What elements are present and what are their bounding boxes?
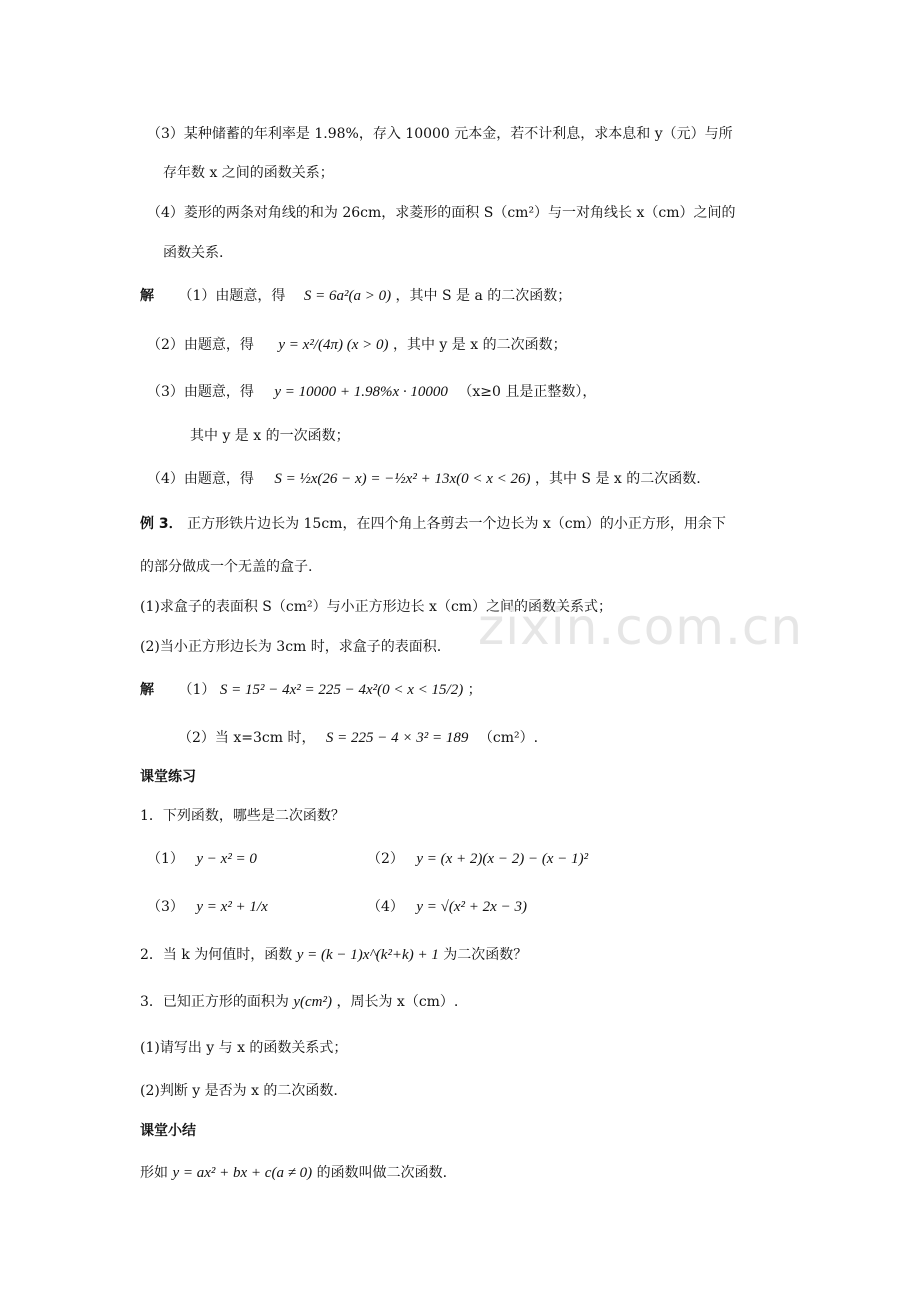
solution-3-suffix: （x≥0 且是正整数），	[458, 384, 597, 400]
solution-4-suffix: ，其中 S 是 x 的二次函数.	[534, 471, 701, 487]
item-3-formula: y = x² + 1/x	[196, 899, 268, 915]
solution-2-formula: y = x²/(4π) (x > 0)	[278, 337, 389, 353]
question-2-formula: y = (k − 1)x^(k²+k) + 1	[296, 947, 439, 963]
question-2-prefix: 2．当 k 为何值时，函数	[140, 947, 293, 963]
summary-prefix: 形如	[140, 1165, 168, 1181]
practice-q1-item-1	[147, 849, 257, 869]
example-3-label: 例 3．	[140, 516, 183, 532]
practice-question-2	[140, 945, 527, 965]
watermark: zixin.com.cn	[478, 598, 804, 656]
item-2-formula: y = (x + 2)(x − 2) − (x − 1)²	[416, 851, 589, 867]
example-3-solution-2-formula: S = 225 − 4 × 3² = 189	[325, 730, 469, 746]
item-4-number: （4）	[367, 899, 404, 915]
item-1-formula: y − x² = 0	[196, 851, 257, 867]
item-4-formula: y = √(x² + 2x − 3)	[416, 899, 527, 915]
question-3-suffix: ，周长为 x（cm）.	[336, 994, 459, 1010]
solution-3-row	[147, 382, 596, 402]
item-1-number: （1）	[147, 851, 184, 867]
solution-3-prefix: （3）由题意，得	[147, 384, 254, 400]
solution-2-row	[147, 335, 567, 355]
example-3-question-1: (1)求盒子的表面积 S（cm²）与小正方形边长 x（cm）之间的函数关系式；	[140, 599, 613, 615]
practice-question-1: 1．下列函数，哪些是二次函数？	[140, 808, 345, 824]
practice-heading: 课堂练习	[140, 769, 196, 785]
question-3-formula: y(cm²)	[293, 994, 333, 1010]
practice-question-3	[140, 992, 458, 1012]
solution-1-formula: S = 6a²(a > 0)	[303, 288, 392, 304]
solution-2-prefix: （2）由题意，得	[147, 337, 254, 353]
example-3-solution-2-prefix: （2）当 x=3cm 时，	[178, 730, 316, 746]
summary-formula: y = ax² + bx + c(a ≠ 0)	[172, 1165, 313, 1181]
problem-3-line-2: 存年数 x 之间的函数关系；	[163, 165, 334, 181]
solution-1-row	[140, 286, 571, 306]
example-3-solution-2-row	[178, 728, 538, 748]
example-3-solution-1-formula: S = 15² − 4x² = 225 − 4x²(0 < x < 15/2)	[219, 682, 464, 698]
solution-4-row	[147, 469, 701, 489]
item-2-number: （2）	[367, 851, 404, 867]
summary-suffix: 的函数叫做二次函数.	[316, 1165, 448, 1181]
problem-4-line-1: （4）菱形的两条对角线的和为 26cm，求菱形的面积 S（cm²）与一对角线长 x（cm）之间的	[147, 205, 736, 221]
example-3-solution-1-row	[140, 680, 482, 700]
question-3-part-2: (2)判断 y 是否为 x 的二次函数.	[140, 1083, 338, 1099]
summary-heading: 课堂小结	[140, 1123, 196, 1139]
example-3-row	[140, 514, 726, 534]
solution-4-formula: S = ½x(26 − x) = −½x² + 13x(0 < x < 26)	[274, 471, 531, 487]
solution-label-2: 解	[140, 682, 154, 698]
question-3-prefix: 3．已知正方形的面积为	[140, 994, 289, 1010]
item-3-number: （3）	[147, 899, 184, 915]
example-3-solution-2-suffix: （cm²）.	[478, 730, 539, 746]
example-3-solution-1-prefix: （1）	[178, 682, 216, 698]
solution-1-suffix: ，其中 S 是 a 的二次函数；	[395, 288, 572, 304]
practice-q1-item-2	[367, 849, 588, 869]
practice-q1-item-3	[147, 897, 268, 917]
solution-3-formula: y = 10000 + 1.98%x · 10000	[274, 384, 448, 400]
solution-2-suffix: ，其中 y 是 x 的二次函数；	[392, 337, 567, 353]
solution-label: 解	[140, 288, 154, 304]
problem-3-line-1: （3）某种储蓄的年利率是 1.98%，存入 10000 元本金，若不计利息，求本息和 y（元）与所	[147, 126, 733, 142]
solution-1-prefix: （1）由题意，得	[178, 288, 286, 304]
practice-q1-item-4	[367, 897, 527, 917]
solution-4-prefix: （4）由题意，得	[147, 471, 254, 487]
question-3-part-1: (1)请写出 y 与 x 的函数关系式；	[140, 1040, 348, 1056]
problem-4-line-2: 函数关系.	[163, 245, 224, 261]
example-3-question-2: (2)当小正方形边长为 3cm 时，求盒子的表面积.	[140, 639, 442, 655]
solution-3-line-2: 其中 y 是 x 的一次函数；	[190, 428, 350, 444]
summary-text	[140, 1163, 447, 1183]
example-3-line-1: 正方形铁片边长为 15cm，在四个角上各剪去一个边长为 x（cm）的小正方形，用余下	[187, 516, 726, 532]
question-2-suffix: 为二次函数？	[443, 947, 528, 963]
example-3-line-2: 的部分做成一个无盖的盒子.	[140, 559, 313, 575]
example-3-solution-1-suffix: ；	[467, 682, 482, 698]
